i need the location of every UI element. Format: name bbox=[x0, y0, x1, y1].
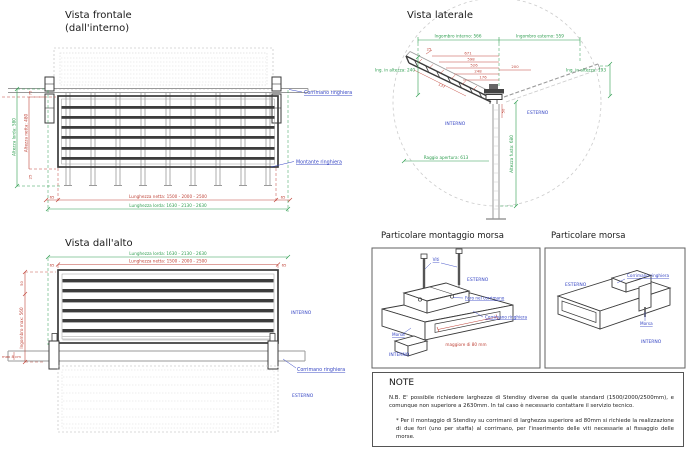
dim-altezza-fusto: Altezza fusto: 680 bbox=[509, 135, 514, 173]
lateral-left-height-dim bbox=[375, 55, 420, 97]
label-interno-d1: INTERNO bbox=[389, 353, 410, 358]
note-title: NOTE bbox=[389, 378, 415, 388]
dim-ingombro-max: Ingombro max: 560 bbox=[19, 307, 24, 349]
front-view bbox=[2, 48, 352, 212]
dim-altezza-netta: Altezza netta: 480 bbox=[23, 113, 29, 153]
note-box bbox=[372, 372, 684, 447]
detail-montaggio-morsa bbox=[372, 248, 540, 368]
lateral-post bbox=[486, 104, 506, 219]
label-esterno-d2: ESTERNO bbox=[565, 283, 587, 288]
label-corrimano-top: Corrimano ringhiera bbox=[297, 368, 346, 373]
label-interno-top: INTERNO bbox=[291, 311, 312, 316]
lateral-raggio-dim bbox=[402, 155, 489, 163]
label-montante-ringhiera: Montante ringhiera bbox=[296, 160, 342, 166]
top-rack-frame bbox=[58, 270, 278, 343]
label-esterno-lateral: ESTERNO bbox=[527, 111, 549, 116]
dim-stack-0: 671 bbox=[464, 50, 472, 56]
label-corrimano-d1: Corrimano ringhiera bbox=[485, 314, 528, 320]
label-esterno-d1: ESTERNO bbox=[467, 278, 489, 283]
top-view-title: Vista dall'alto bbox=[65, 238, 133, 249]
front-view-title-line1: Vista frontale bbox=[65, 10, 132, 21]
dim-lunghezza-netta-top: Lunghezza netta: 1500 - 2000 - 2500 bbox=[129, 258, 207, 264]
dim-tick-left-top: 65 bbox=[49, 262, 55, 268]
dim-tick-right-top: 65 bbox=[281, 262, 287, 268]
dim-lunghezza-lorda-top: Lunghezza lorda: 1630 - 2130 - 2630 bbox=[129, 251, 207, 256]
dim-maggiore-80mm: maggiore di 80 mm bbox=[445, 342, 487, 347]
dim-ing-altezza-dx: Ing. in altezza: 193 bbox=[565, 67, 606, 73]
detail-morsa-title: Particolare morsa bbox=[551, 231, 626, 241]
dim-ing-altezza-sx: Ing. in altezza: 240 bbox=[374, 67, 415, 73]
lateral-view bbox=[375, 0, 612, 219]
top-rack-open-ghost bbox=[58, 366, 278, 432]
dim-ingombro-esterno: Ingombro esterno: 559 bbox=[516, 33, 564, 39]
dim-altezza-lorda: Altezza lorda: 580 bbox=[11, 118, 17, 156]
dim-stack-3: 248 bbox=[474, 68, 482, 74]
label-interno-lateral: INTERNO bbox=[445, 122, 466, 127]
lateral-view-title: Vista laterale bbox=[407, 10, 473, 21]
dim-tick-50-top: 50 bbox=[19, 281, 24, 286]
dim-stack-4: 176 bbox=[479, 74, 487, 80]
dim-tick-25: 25 bbox=[426, 46, 432, 52]
detail-montaggio-title: Particolare montaggio morsa bbox=[381, 231, 504, 241]
dim-tick-right: 65 bbox=[280, 194, 286, 200]
front-view-title-line2: (dall'interno) bbox=[65, 23, 130, 34]
label-corrimano-d2: Corrimano ringhiera bbox=[627, 273, 670, 278]
dim-tick-50: 50 bbox=[500, 108, 506, 114]
lateral-fusto-dim bbox=[500, 100, 518, 208]
front-view-title bbox=[65, 9, 132, 35]
dim-ingombro-interno: Ingombro interno: 566 bbox=[434, 33, 482, 39]
label-corrimano-ringhiera: Corrimano ringhiera bbox=[304, 91, 353, 96]
dim-raggio-apertura: Raggio apertura: 613 bbox=[423, 155, 469, 160]
note-star-paragraph: * Per il montaggio di Stendisy su corrimani di larghezza superiore ad 80mm si richiede la realizzazione di due fori (uno per staffa) al corrimano, per l'inserimento delle viti necessarie al fissaggio delle morse. bbox=[396, 418, 674, 441]
note-nb-paragraph: N.B. E' possibile richiedere larghezze di Stendisy diverse da quelle standard (1500/2000/2500mm), e comunque non superiore a 2630mm. In tal caso è necessario contattare il servizio tecnico. bbox=[389, 395, 674, 410]
clamp-plate bbox=[484, 89, 504, 94]
front-clothes-hatch-area bbox=[54, 48, 273, 89]
lateral-right-height-dim bbox=[566, 62, 612, 98]
label-morsa-d2: Morsa bbox=[640, 321, 653, 326]
top-view bbox=[2, 251, 345, 432]
dim-tick-top: 75 bbox=[27, 90, 33, 96]
dim-stack-1: 598 bbox=[467, 56, 475, 62]
dim-stack-2: 526 bbox=[470, 62, 478, 68]
arm-hinge bbox=[489, 84, 498, 89]
dim-tick-left: 65 bbox=[49, 194, 55, 200]
dim-tick-bottom: 25 bbox=[27, 174, 33, 180]
lateral-clamp bbox=[484, 84, 506, 118]
front-clamp-left bbox=[45, 77, 54, 123]
dim-diagonal: 137 bbox=[437, 81, 447, 90]
dim-max-8cm: max 8 cm bbox=[2, 354, 21, 359]
dim-right-200: 200 bbox=[511, 64, 519, 69]
dim-lunghezza-lorda: Lunghezza lorda: 1630 - 2130 - 2630 bbox=[129, 203, 207, 208]
label-esterno-top: ESTERNO bbox=[292, 394, 314, 399]
label-foro-corrimano: Foro nel corrimano bbox=[465, 295, 505, 301]
label-viti: Viti bbox=[432, 257, 440, 262]
detail-morsa bbox=[545, 248, 685, 368]
top-part-labels bbox=[283, 310, 345, 399]
front-part-labels bbox=[271, 90, 352, 168]
dim-lunghezza-netta: Lunghezza netta: 1500 - 2000 - 2500 bbox=[129, 194, 207, 199]
label-morsa-d1: Morsa bbox=[392, 332, 405, 337]
label-interno-d2: INTERNO bbox=[641, 340, 662, 345]
